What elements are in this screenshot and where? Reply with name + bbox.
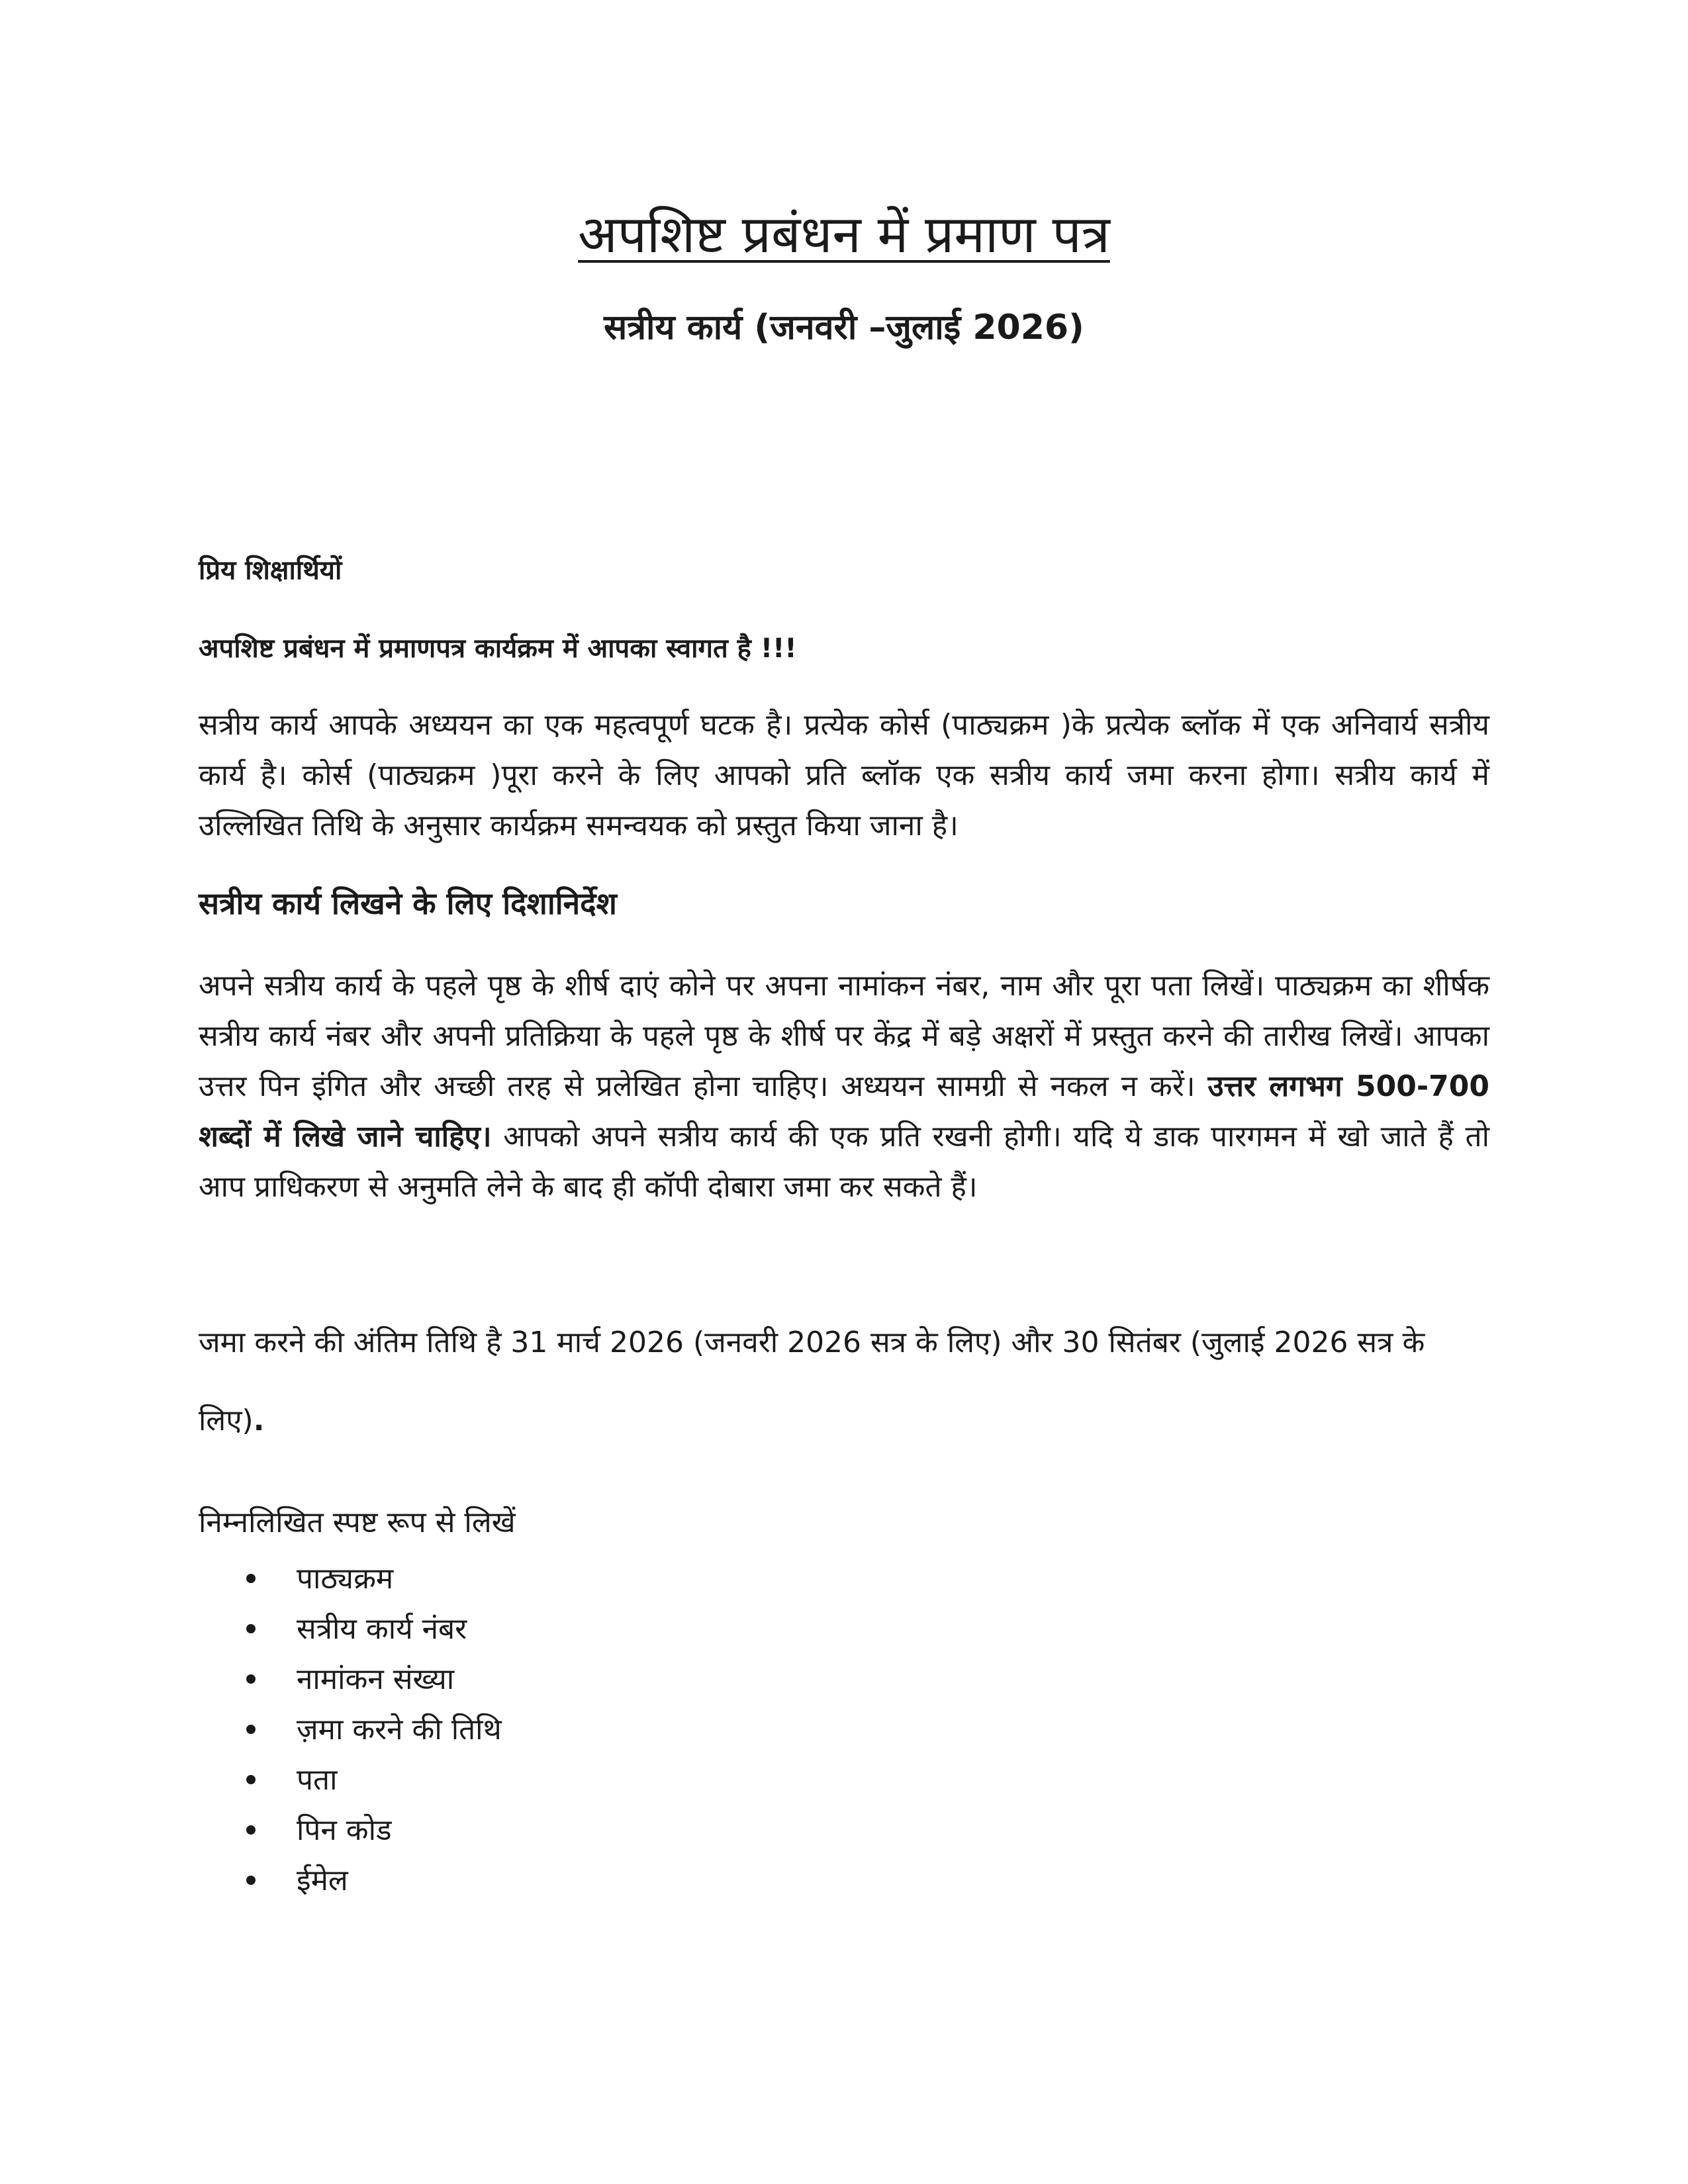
guidelines-paragraph [199, 961, 1489, 1212]
list-item-text: ज़मा करने की तिथि [297, 1713, 502, 1747]
welcome-line: अपशिष्ट प्रबंधन में प्रमाणपत्र कार्यक्रम में आपका स्वागत है !!! [199, 633, 797, 664]
list-item-text: नामांकन संख्या [297, 1662, 455, 1696]
list-item [199, 1554, 502, 1604]
bullet-icon [246, 1574, 256, 1583]
guidelines-heading: सत्रीय कार्य लिखने के लिए दिशानिर्देश [199, 886, 617, 921]
document-subtitle: सत्रीय कार्य (जनवरी –जुलाई 2026) [604, 308, 1084, 347]
guidelines-text-part1: अपने सत्रीय कार्य के पहले पृष्ठ के शीर्ष दाएं कोने पर अपना नामांकन नंबर, नाम और पूरा पता लिखें। पाठ्यक्रम का शीर्षक सत्रीय कार्य नंबर और अपनी प्रतिक्रिया के पहले पृष्ठ के शीर्ष पर केंद्र में बड़े अक्षरों में प्रस्तुत करने की तारीख लिखें। आपका उत्तर पिन इंगित और अच्छी तरह से प्रलेखित होना चाहिए। अध्ययन सामग्री से नकल न करें। [199, 969, 1489, 1103]
list-intro: निम्नलिखित स्पष्ट रूप से लिखें [199, 1506, 516, 1539]
list-item [199, 1805, 502, 1856]
document-title-text: अपशिष्ट प्रबंधन में प्रमाण पत्र [578, 205, 1110, 265]
list-item [199, 1705, 502, 1755]
word-limit-note: उत्तर लगभग 500-700 शब्दों में लिखे जाने चाहिए। [199, 1069, 1489, 1154]
salutation: प्रिय शिक्षार्थियों [199, 555, 342, 586]
document-title [199, 199, 1489, 271]
list-item-text: सत्रीय कार्य नंबर [297, 1612, 467, 1646]
list-item [199, 1655, 502, 1705]
bullet-icon [246, 1825, 256, 1835]
intro-paragraph: सत्रीय कार्य आपके अध्ययन का एक महत्वपूर्ण घटक है। प्रत्येक कोर्स (पाठ्यक्रम )के प्रत्येक ब्लॉक में एक अनिवार्य सत्रीय कार्य है। कोर्स (पाठ्यक्रम )पूरा करने के लिए आपको प्रति ब्लॉक एक सत्रीय कार्य जमा करना होगा। सत्रीय कार्य में उल्लिखित तिथि के अनुसार कार्यक्रम समन्वयक को प्रस्तुत किया जाना है। [199, 708, 1489, 842]
list-item-text: ईमेल [297, 1864, 348, 1897]
list-item [199, 1604, 502, 1655]
bullet-icon [246, 1775, 256, 1784]
deadline-text: जमा करने की अंतिम तिथि है 31 मार्च 2026 (जनवरी 2026 सत्र के लिए) और 30 सितंबर (जुलाई 2026 सत्र के लिए) [199, 1326, 1425, 1437]
list-item [199, 1755, 502, 1805]
list-item-text: पिन कोड [297, 1813, 392, 1847]
document-page [199, 0, 1489, 2184]
list-item-text: पाठ्यक्रम [297, 1562, 394, 1596]
list-item [199, 1856, 502, 1906]
bullet-icon [246, 1674, 256, 1684]
bullet-icon [246, 1624, 256, 1633]
guidelines-text-part2: आपको अपने सत्रीय कार्य की एक प्रति रखनी होगी। यदि ये डाक पारगमन में खो जाते हैं तो आप प्राधिकरण से अनुमति लेने के बाद ही कॉपी दोबारा जमा कर सकते हैं। [199, 1120, 1489, 1204]
deadline-paragraph [199, 1304, 1489, 1460]
deadline-period: . [253, 1404, 265, 1437]
bullet-icon [246, 1876, 256, 1885]
bullet-icon [246, 1725, 256, 1734]
required-details-list [199, 1554, 502, 1906]
list-item-text: पता [297, 1763, 338, 1797]
